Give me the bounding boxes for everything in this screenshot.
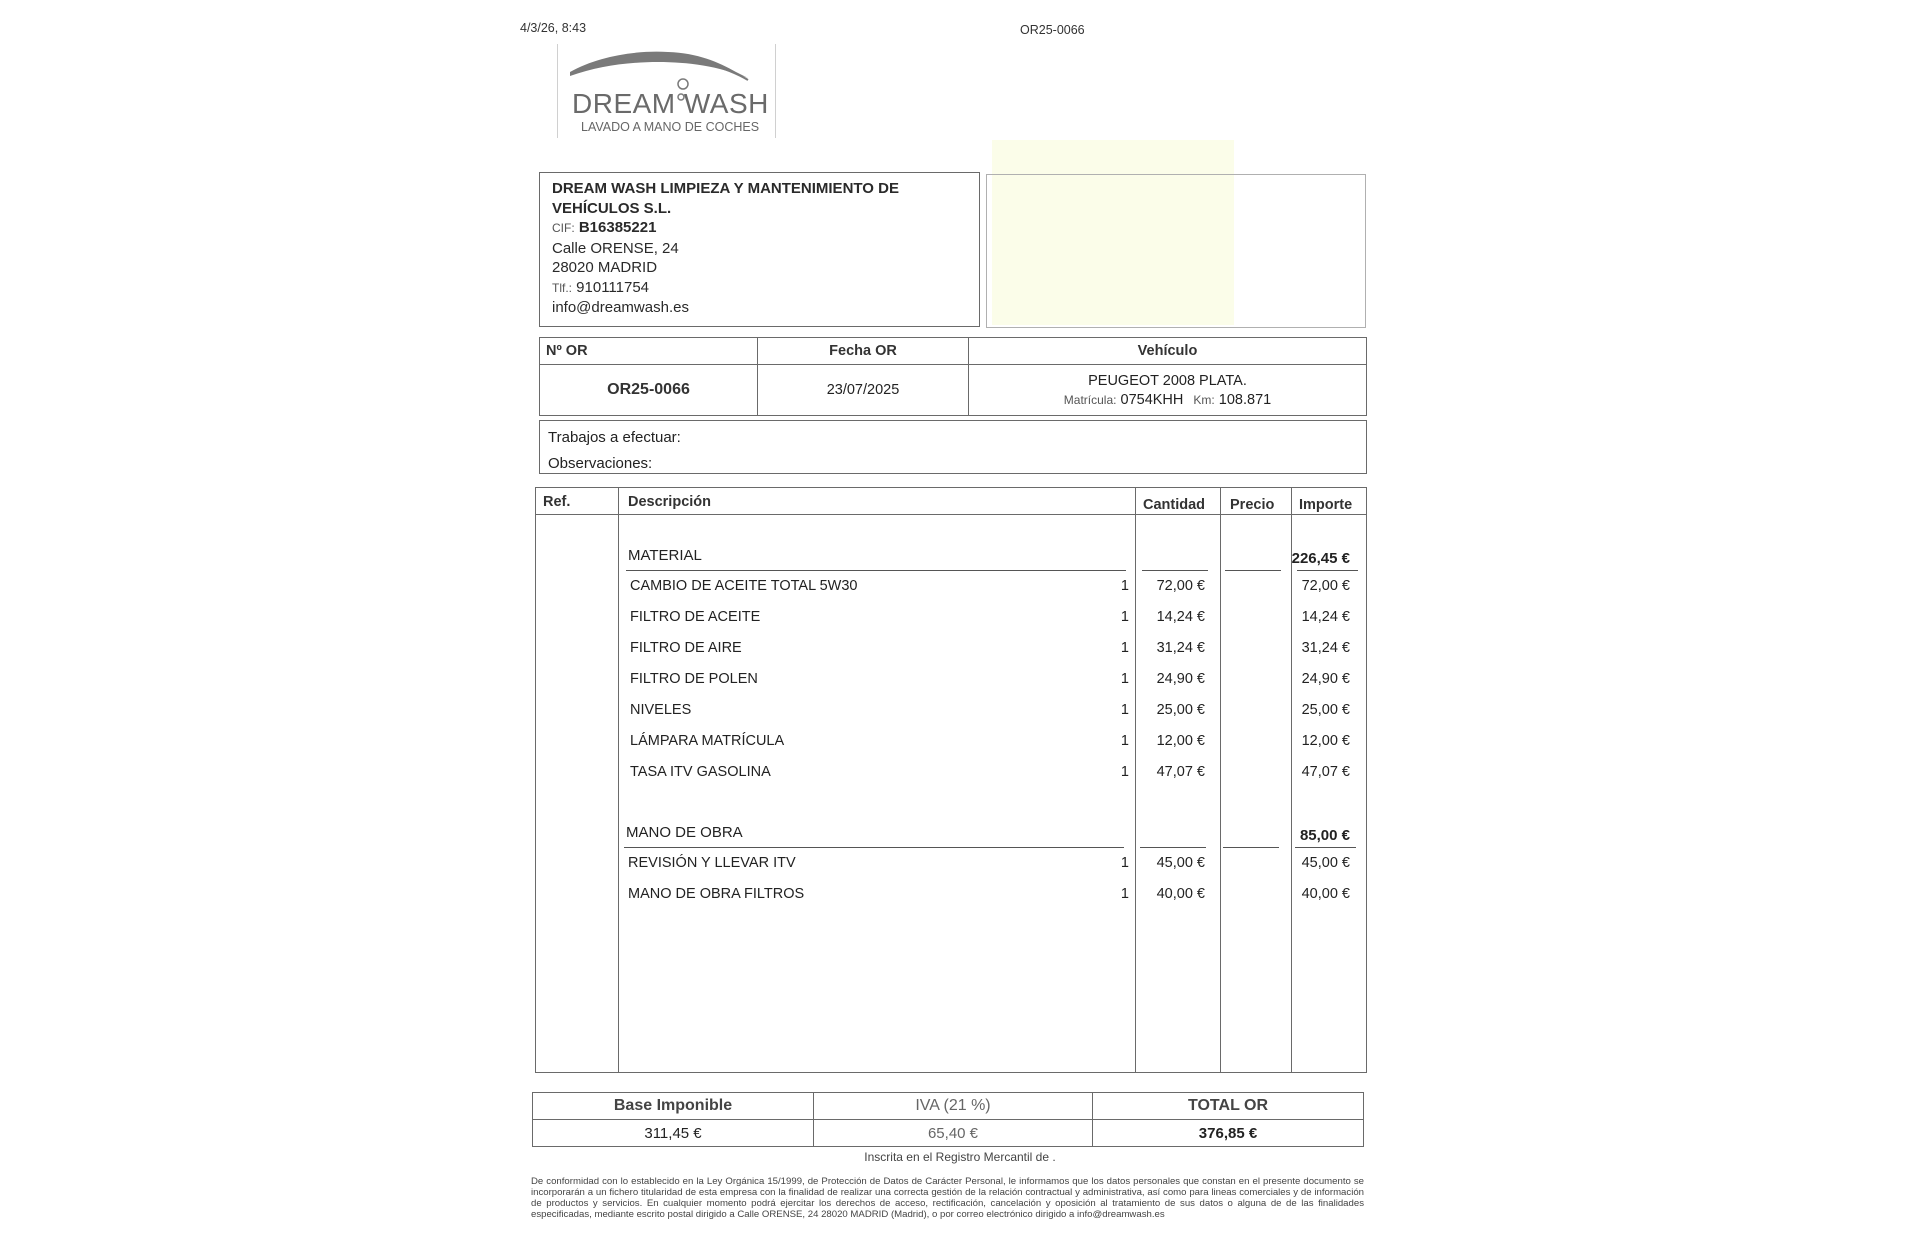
col-price-header: Precio [1230,497,1275,513]
line-item: FILTRO DE ACEITE 1 14,24 € 14,24 € [630,609,1350,625]
line-item: NIVELES 1 25,00 € 25,00 € [630,702,1350,718]
vehicle-info [969,365,1367,416]
company-name: DREAM WASH LIMPIEZA Y MANTENIMIENTO DE VEHÍCULOS S.L. [552,180,899,217]
col-ref-header: Ref. [543,494,571,510]
order-number-header: Nº OR [540,338,758,365]
base-imponible-value: 311,45 € [533,1120,814,1147]
company-city: 28020 MADRID [552,259,658,276]
company-logo [557,44,776,138]
line-item: CAMBIO DE ACEITE TOTAL 5W30 1 72,00 € 72,00 € [630,578,1350,594]
logo-brand: DREAM WASH [572,88,769,119]
line-item: FILTRO DE AIRE 1 31,24 € 31,24 € [630,640,1350,656]
company-info [539,172,980,327]
totals-table [532,1092,1364,1147]
company-email: info@dreamwash.es [552,299,689,316]
order-header-table [539,337,1367,416]
registro-mercantil: Inscrita en el Registro Mercantil de . [864,1150,1056,1164]
order-number: OR25-0066 [540,365,758,416]
logo-tagline: LAVADO A MANO DE COCHES [581,120,760,134]
line-item: LÁMPARA MATRÍCULA 1 12,00 € 12,00 € [630,733,1350,749]
col-qty-header: Cantidad [1143,497,1206,513]
iva-label: IVA (21 %) [814,1093,1093,1120]
vehicle-model: PEUGEOT 2008 PLATA. [1088,372,1247,389]
col-amount-header: Importe [1299,497,1353,513]
total-label: TOTAL OR [1093,1093,1364,1120]
company-address: Calle ORENSE, 24 [552,239,679,257]
line-item: TASA ITV GASOLINA 1 47,07 € 47,07 € [630,764,1350,780]
vehicle-plate-km: Matrícula: 0754KHH Km: 108.871 [1063,391,1272,408]
iva-value: 65,40 € [814,1120,1093,1147]
observaciones-label: Observaciones: [548,455,653,472]
base-imponible-label: Base Imponible [533,1093,814,1120]
line-item: REVISIÓN Y LLEVAR ITV 1 45,00 € 45,00 € [628,855,1350,871]
col-desc-header: Descripción [628,494,711,510]
work-box [539,420,1367,474]
line-item: FILTRO DE POLEN 1 24,90 € 24,90 € [630,671,1350,687]
total-value: 376,85 € [1093,1120,1364,1147]
vehicle-header: Vehículo [969,338,1367,365]
print-datetime: 4/3/26, 8:43 [520,21,587,35]
trabajos-label: Trabajos a efectuar: [548,429,681,446]
legal-notice: De conformidad con lo establecido en la Ley Orgánica 15/1999, de Protección de Datos de Carácter Personal, le informamos que los datos personales que constan en el presente documento se incorporarán a un fichero titularidad de esta empresa con la finalidad de realizar una correcta gestión de la relación contractual y administrativa, así como para lineas comerciales y de información de productos y servicios. En cualquier momento podrá ejercitar los derechos de acceso, rectificación, cancelación y oposición al tratamiento de sus datos o alguna de de las finalidades especificadas, mediante escrito postal dirigido a Calle ORENSE, 24 28020 MADRID (Madrid), o por correo electrónico dirigido a info@dreamwash.es [531,1176,1364,1220]
order-date: 23/07/2025 [758,365,969,416]
order-date-header: Fecha OR [758,338,969,365]
print-doc-ref: OR25-0066 [1020,23,1085,37]
client-info-box [986,174,1366,328]
company-cif: CIF: B16385221 [552,219,657,236]
company-phone: Tlf.: 910111754 [552,278,650,296]
line-item: MANO DE OBRA FILTROS 1 40,00 € 40,00 € [628,886,1350,902]
line-items-table: Ref. Descripción Cantidad Precio Importe MATERIAL 226,45 € CAMBIO DE ACEITE TOTAL 5W30 1 72,00 € 72,00 € FILTRO DE ACEITE 1 14,24 € 14,24 € FILTRO DE AIRE 1 31,24 € 31,24 € FILTRO DE POLEN 1 24,90 € 24,90 € NIVELES 1 25,00 € 25,00 € LÁMPARA MATRÍCULA 1 12,00 € 12,00 € TASA ITV GASOLINA 1 47,07 € 47,07 € MANO DE OBRA 85,00 € REVISIÓN Y LLEVAR ITV 1 45,00 € 45,00 € MANO DE OBRA FILTROS 1 40,00 € 40,00 € [535,487,1367,1073]
